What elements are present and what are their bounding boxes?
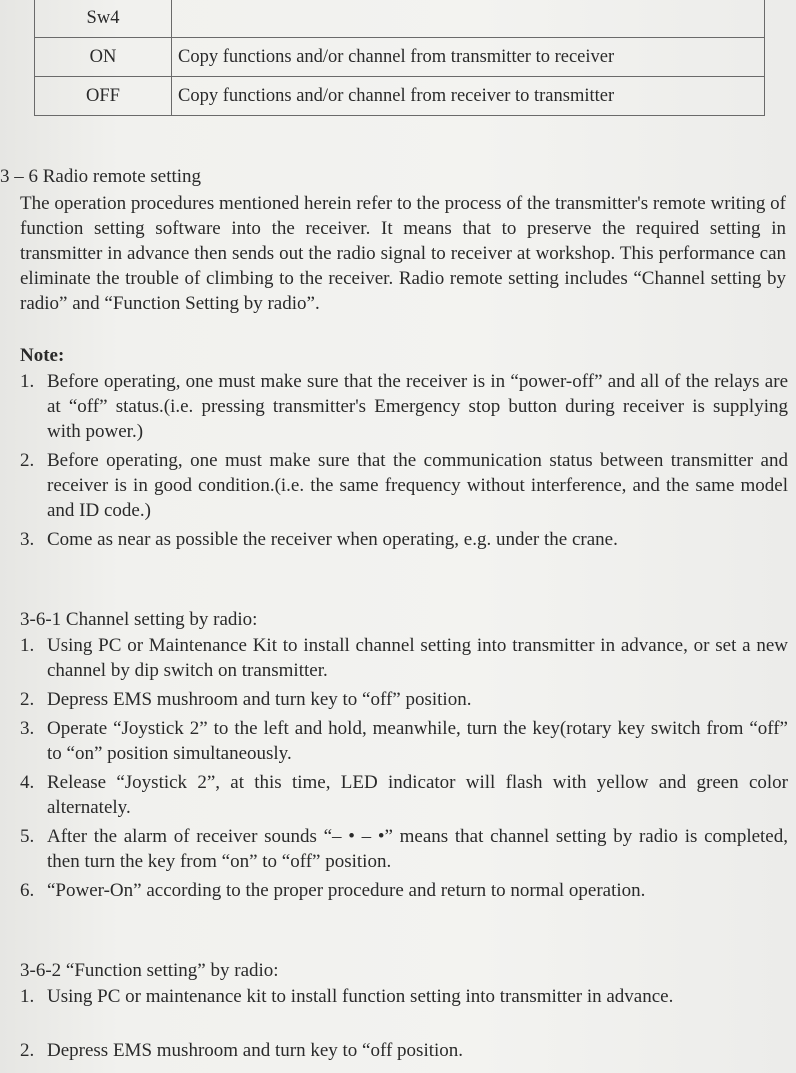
list-number: 1. [20,635,35,656]
list-number: 6. [20,880,35,901]
list-text: Using PC or maintenance kit to install function setting into transmitter in advance. [47,986,674,1007]
list-number: 4. [20,772,35,793]
list-text: “Power-On” according to the proper procedure and return to normal operation. [47,880,646,901]
list-number: 1. [20,986,35,1007]
list-text: Using PC or Maintenance Kit to install channel setting into transmitter in advance, or set a new channel by dip switch on transmitter. [47,635,788,681]
switch-table [34,0,765,116]
list-number: 2. [20,1040,35,1061]
list-item [20,984,788,1034]
note-list [20,369,788,552]
list-item [20,824,788,874]
list-number: 1. [20,371,35,392]
list-number: 5. [20,826,35,847]
channel-steps-list [20,633,788,928]
table-cell: ON [35,38,172,77]
list-text: Release “Joystick 2”, at this time, LED indicator will flash with yellow and green color alternately. [47,772,788,818]
note-label: Note: [20,345,65,366]
list-item [20,448,788,523]
table-cell: Sw4 [35,0,172,38]
table-cell: Copy functions and/or channel from receiver to transmitter [172,77,765,116]
table-row [35,77,765,116]
list-text: Depress EMS mushroom and turn key to “off” position. [47,689,472,710]
list-text: Before operating, one must make sure that the receiver is in “power-off” and all of the relays are at “off” status.(i.e. pressing transmitter's Emergency stop button during receiver is supplying with power.) [47,371,788,442]
list-text: Depress EMS mushroom and turn key to “off position. [47,1040,464,1061]
list-number: 2. [20,689,35,710]
list-text: Operate “Joystick 2” to the left and hold, meanwhile, turn the key(rotary key switch from “off” to “on” position simultaneously. [47,718,788,764]
table-cell: Copy functions and/or channel from transmitter to receiver [172,38,765,77]
list-number: 3. [20,529,35,550]
list-text: Come as near as possible the receiver when operating, e.g. under the crane. [47,529,618,550]
list-item [20,770,788,820]
list-text: Before operating, one must make sure that the communication status between transmitter and receiver is in good condition.(i.e. the same frequency without interference, and the same model and ID code.) [47,450,788,521]
subsection-heading: 3-6-1 Channel setting by radio: [20,609,258,630]
list-item [20,527,788,552]
subsection-heading: 3-6-2 “Function setting” by radio: [20,960,279,981]
list-number: 3. [20,718,35,739]
list-number: 2. [20,450,35,471]
section-intro: The operation procedures mentioned herein refer to the process of the transmitter's remote writing of function setting software into the receiver. It means that to preserve the required setting in transmitter in advance then sends out the radio signal to receiver at workshop. This performance can eliminate the trouble of climbing to the receiver. Radio remote setting includes “Channel setting by radio” and “Function Setting by radio”. [20,193,786,314]
list-item [20,633,788,683]
table-row [35,38,765,77]
list-item [20,369,788,444]
list-item [20,1038,788,1063]
function-steps-list [20,984,788,1063]
list-item [20,687,788,712]
table-cell: OFF [35,77,172,116]
table-cell [172,0,765,38]
section-heading: 3 – 6 Radio remote setting [0,166,202,187]
table-row [35,0,765,38]
list-item [20,878,788,928]
list-item [20,716,788,766]
list-text: After the alarm of receiver sounds “– • – •” means that channel setting by radio is completed, then turn the key from “on” to “off” position. [47,826,788,872]
